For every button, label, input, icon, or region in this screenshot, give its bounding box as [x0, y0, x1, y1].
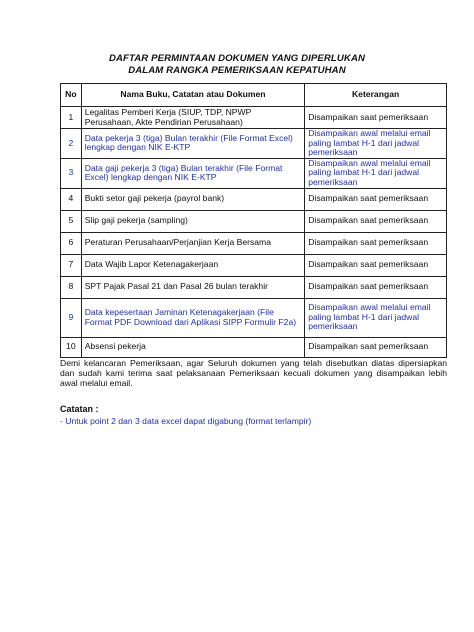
row-keterangan: Disampaikan saat pemeriksaan: [305, 276, 447, 298]
table-row: [61, 210, 447, 232]
row-keterangan: Disampaikan awal melalui email paling lambat H-1 dari jadwal pemeriksaan: [305, 298, 447, 337]
row-number: 6: [61, 232, 82, 254]
row-number: 4: [61, 188, 82, 210]
row-document-name: Slip gaji pekerja (sampling): [81, 210, 305, 232]
row-number: 2: [61, 129, 82, 159]
row-keterangan: Disampaikan saat pemeriksaan: [305, 188, 447, 210]
header-document-name: Nama Buku, Catatan atau Dokumen: [81, 84, 305, 107]
table-header-row: [61, 84, 447, 107]
document-title: [0, 53, 474, 76]
row-keterangan: Disampaikan awal melalui email paling lambat H-1 dari jadwal pemeriksaan: [305, 158, 447, 188]
row-number: 1: [61, 107, 82, 129]
row-keterangan: Disampaikan awal melalui email paling lambat H-1 dari jadwal pemeriksaan: [305, 129, 447, 159]
row-number: 8: [61, 276, 82, 298]
table-row: [61, 188, 447, 210]
row-document-name: Data gaji pekerja 3 (tiga) Bulan terakhir (File Format Excel) lengkap dengan NIK E-KTP: [81, 158, 305, 188]
row-document-name: Legalitas Pemberi Kerja (SIUP, TDP, NPWP Perusahaan, Akte Pendirian Perusahaan): [81, 107, 305, 129]
table-row: [61, 298, 447, 337]
row-keterangan: Disampaikan saat pemeriksaan: [305, 337, 447, 357]
row-keterangan: Disampaikan saat pemeriksaan: [305, 254, 447, 276]
row-document-name: Absensi pekerja: [81, 337, 305, 357]
row-document-name: Data kepesertaan Jaminan Ketenagakerjaan (File Format PDF Download dari Aplikasi SIPP Formulir F2a): [81, 298, 305, 337]
document-request-table: [60, 83, 447, 358]
row-document-name: Bukti setor gaji pekerja (payrol bank): [81, 188, 305, 210]
catatan-item: - Untuk point 2 dan 3 data excel dapat digabung (format terlampir): [60, 416, 312, 426]
row-number: 9: [61, 298, 82, 337]
header-no: No: [61, 84, 82, 107]
row-keterangan: Disampaikan saat pemeriksaan: [305, 107, 447, 129]
table-row: [61, 129, 447, 159]
row-document-name: Data Wajib Lapor Ketenagakerjaan: [81, 254, 305, 276]
table-row: [61, 232, 447, 254]
row-document-name: Data pekerja 3 (tiga) Bulan terakhir (File Format Excel) lengkap dengan NIK E-KTP: [81, 129, 305, 159]
row-number: 10: [61, 337, 82, 357]
row-keterangan: Disampaikan saat pemeriksaan: [305, 232, 447, 254]
title-line-2: DALAM RANGKA PEMERIKSAAN KEPATUHAN: [128, 64, 346, 76]
row-document-name: SPT Pajak Pasal 21 dan Pasal 26 bulan terakhir: [81, 276, 305, 298]
row-number: 5: [61, 210, 82, 232]
table-row: [61, 337, 447, 357]
title-line-1: DAFTAR PERMINTAAN DOKUMEN YANG DIPERLUKAN: [108, 53, 366, 64]
row-document-name: Peraturan Perusahaan/Perjanjian Kerja Bersama: [81, 232, 305, 254]
note-paragraph: Demi kelancaran Pemeriksaan, agar Seluruh dokumen yang telah disebutkan diatas dipersiapkan dan sudah kami terima saat pelaksanaan Pemeriksaan kecuali dokumen yang disampaikan lebih awal melalui email.: [60, 358, 447, 389]
table-row: [61, 276, 447, 298]
header-keterangan: Keterangan: [305, 84, 447, 107]
catatan-label: Catatan :: [60, 404, 99, 414]
table-body: [61, 107, 447, 358]
table-row: [61, 158, 447, 188]
row-number: 3: [61, 158, 82, 188]
row-number: 7: [61, 254, 82, 276]
table-row: [61, 107, 447, 129]
table-row: [61, 254, 447, 276]
row-keterangan: Disampaikan saat pemeriksaan: [305, 210, 447, 232]
